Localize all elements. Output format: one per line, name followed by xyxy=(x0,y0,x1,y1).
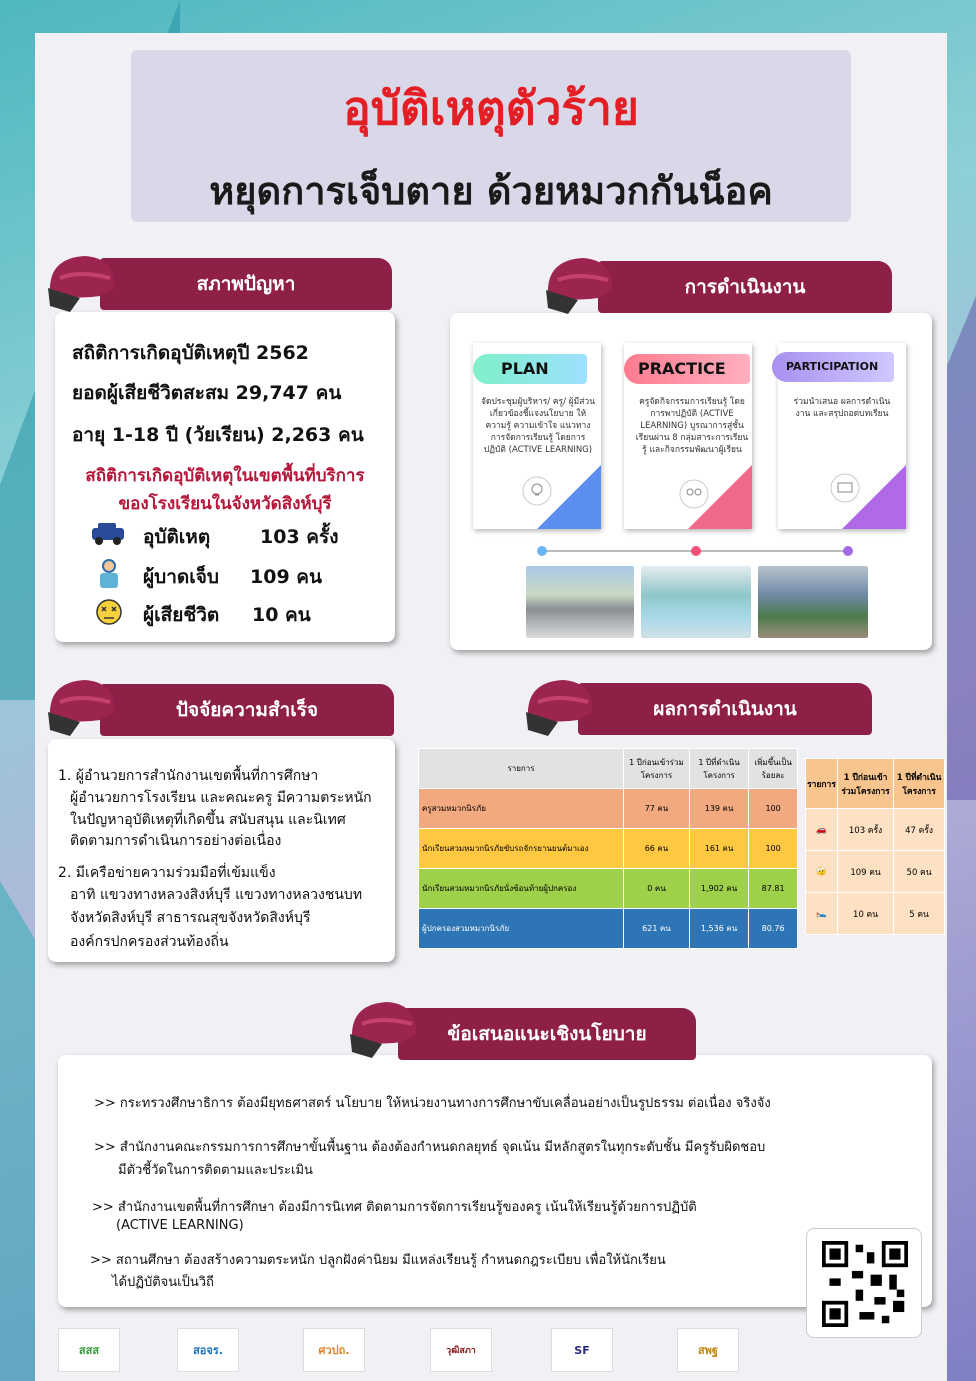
results-header: 1 ปีที่ดำเนินโครงการ xyxy=(689,749,748,789)
accident-label: อุบัติเหตุ xyxy=(143,526,211,548)
policy-item: (ACTIVE LEARNING) xyxy=(116,1218,244,1233)
table-row: 🤕 109 คน 50 คน xyxy=(806,851,945,893)
injured-label: ผู้บาดเจ็บ xyxy=(143,566,219,588)
logo-obec: สพฐ xyxy=(677,1328,739,1372)
incident-header: 1 ปีที่ดำเนินโครงการ xyxy=(894,759,945,809)
success-line: 2. มีเครือข่ายความร่วมมือที่เข้มแข็ง xyxy=(58,865,276,881)
injured-person-icon: 🤕 xyxy=(806,851,838,893)
helmet-icon xyxy=(40,672,120,742)
problem-banner xyxy=(100,258,392,310)
policy-item: >> สำนักงานคณะกรรมการการศึกษาขั้นพื้นฐาน ต้องต้องกำหนดกลยุทธ์ จุดเน้น มีหลักสูตรในทุกระดับชั้น มีครูรับผิดชอบ xyxy=(94,1140,766,1155)
success-banner xyxy=(100,684,394,736)
stat-deaths: ยอดผู้เสียชีวิตสะสม 29,747 คน xyxy=(72,382,342,404)
activity-photo xyxy=(526,566,634,638)
policy-banner-label: ข้อเสนอแนะเชิงนโยบาย xyxy=(447,1023,647,1045)
helmet-icon xyxy=(342,994,422,1064)
table-row: ครูสวมหมวกนิรภัย 77 คน 139 คน 100 xyxy=(419,789,798,829)
presentation-icon xyxy=(829,472,861,504)
local-heading-1: สถิติการเกิดอุบัติเหตุในเขตพื้นที่บริการ xyxy=(85,466,365,486)
stat-year: สถิติการเกิดอุบัติเหตุปี 2562 xyxy=(72,342,309,364)
helmet-icon xyxy=(40,248,120,318)
accident-value: 103 ครั้ง xyxy=(260,526,339,548)
helmet-icon xyxy=(518,672,598,742)
policy-item: >> สถานศึกษา ต้องสร้างความตระหนัก ปลูกฝังค่านิยม มีแหล่งเรียนรู้ กำหนดกฎระเบียบ เพื่อให้นักเรียน xyxy=(90,1253,666,1268)
phase-tag-participation: PARTICIPATION xyxy=(772,352,894,382)
table-row: นักเรียนสวมหมวกนิรภัยนั่งซ้อนท้ายผู้ปกครอง 0 คน 1,902 คน 87.81 xyxy=(419,869,798,909)
incident-header: 1 ปีก่อนเข้าร่วมโครงการ xyxy=(838,759,894,809)
incident-table xyxy=(805,758,945,935)
operation-banner-label: การดำเนินงาน xyxy=(684,276,806,298)
people-icon xyxy=(678,478,710,510)
lightbulb-icon xyxy=(521,475,553,507)
logo-sorjor: สอจร. xyxy=(177,1328,239,1372)
table-row: ผู้ปกครองสวมหมวกนิรภัย 621 คน 1,536 คน 80.76 xyxy=(419,909,798,949)
results-banner xyxy=(578,683,872,735)
results-header: รายการ xyxy=(419,749,624,789)
death-label: ผู้เสียชีวิต xyxy=(143,604,220,626)
stat-age: อายุ 1-18 ปี (วัยเรียน) 2,263 คน xyxy=(72,424,364,446)
timeline-dot xyxy=(537,546,547,556)
phase-tag-practice: PRACTICE xyxy=(624,354,750,384)
logo-road-safety: SF xyxy=(551,1328,613,1372)
timeline-dot xyxy=(843,546,853,556)
fallen-person-icon: 🛌 xyxy=(806,893,838,935)
success-line: จังหวัดสิงห์บุรี สาธารณสุขจังหวัดสิงห์บุรี xyxy=(70,910,311,926)
results-header: 1 ปีก่อนเข้าร่วมโครงการ xyxy=(624,749,690,789)
activity-photo xyxy=(641,566,751,638)
death-value: 10 คน xyxy=(252,604,311,626)
results-banner-label: ผลการดำเนินงาน xyxy=(653,698,797,720)
results-table xyxy=(418,748,798,949)
policy-item: >> กระทรวงศึกษาธิการ ต้องมียุทธศาสตร์ นโยบาย ให้หน่วยงานทางการศึกษาขับเคลื่อนอย่างเป็นรูปธรรม ต่อเนื่อง จริงจัง xyxy=(94,1096,771,1111)
qr-code[interactable] xyxy=(806,1228,922,1338)
success-banner-label: ปัจจัยความสำเร็จ xyxy=(175,699,319,721)
results-header: เพิ่มขึ้นเป็นร้อยละ xyxy=(749,749,798,789)
policy-item: >> สำนักงานเขตพื้นที่การศึกษา ต้องมีการนิเทศ ติดตามการจัดการเรียนรู้ของครู เน้นให้เรียนรู้ด้วยการปฏิบัติ xyxy=(92,1200,697,1215)
phase-text-plan: จัดประชุมผู้บริหาร/ ครู/ ผู้มีส่วนเกี่ยวข้องชี้แจงนโยบาย ให้ความรู้ ความเข้าใจ แนวทางการจัดการเรียนรู้ โดยการปฏิบัติ (ACTIVE LEARNING) xyxy=(480,397,596,455)
table-row: 🛌 10 คน 5 คน xyxy=(806,893,945,935)
page-subtitle: หยุดการเจ็บตาย ด้วยหมวกกันน็อค xyxy=(209,169,773,213)
qr-code-icon xyxy=(819,1241,911,1327)
policy-item: มีตัวชี้วัดในการติดตามและประเมิน xyxy=(118,1163,313,1178)
operation-banner xyxy=(598,261,892,313)
success-line: อาทิ แขวงทางหลวงสิงห์บุรี แขวงทางหลวงชนบท xyxy=(70,887,363,903)
phase-tag-plan: PLAN xyxy=(473,354,587,384)
success-line: องค์กรปกครองส่วนท้องถิ่น xyxy=(70,934,229,950)
success-line: ในปัญหาอุบัติเหตุที่เกิดขึ้น สนับสนุน และนิเทศ xyxy=(70,812,346,828)
injured-value: 109 คน xyxy=(250,566,322,588)
timeline-dot xyxy=(691,546,701,556)
phase-text-participation: ร่วมนำเสนอ ผลการดำเนินงาน และสรุปถอดบทเรียน xyxy=(793,397,891,419)
helmet-icon xyxy=(538,250,618,320)
policy-banner xyxy=(398,1008,696,1060)
incident-header: รายการ xyxy=(806,759,838,809)
table-row: 🚗 103 ครั้ง 47 ครั้ง xyxy=(806,809,945,851)
phase-text-practice: ครูจัดกิจกรรมการเรียนรู้ โดยการพาปฏิบัติ (ACTIVE LEARNING) บูรณาการสู่ชั้นเรียนผ่าน 8 กลุ่มสาระการเรียนรู้ และกิจกรรมพัฒนาผู้เรียน xyxy=(635,397,749,455)
injured-person-icon xyxy=(95,558,123,590)
car-crash-icon xyxy=(90,520,126,546)
logo-senate: วุฒิสภา xyxy=(430,1328,492,1372)
local-heading-2: ของโรงเรียนในจังหวัดสิงห์บุรี xyxy=(118,494,332,514)
logo-swpt: ศวปถ. xyxy=(303,1328,365,1372)
problem-banner-label: สภาพปัญหา xyxy=(196,273,296,295)
table-row: นักเรียนสวมหมวกนิรภัยขับรถจักรยานยนต์มาเอง 66 คน 161 คน 100 xyxy=(419,829,798,869)
car-crash-icon: 🚗 xyxy=(806,809,838,851)
page-title: อุบัติเหตุตัวร้าย xyxy=(343,81,639,135)
policy-item: ได้ปฏิบัติจนเป็นวิถี xyxy=(112,1275,214,1290)
logo-thaihealth: สสส xyxy=(58,1328,120,1372)
dead-face-icon xyxy=(95,598,123,626)
success-line: 1. ผู้อำนวยการสำนักงานเขตพื้นที่การศึกษา xyxy=(58,768,319,784)
success-line: ผู้อำนวยการโรงเรียน และคณะครู มีความตระหนัก xyxy=(70,790,372,806)
activity-photo xyxy=(758,566,868,638)
success-line: ติดตามการดำเนินการอย่างต่อเนื่อง xyxy=(70,833,282,849)
